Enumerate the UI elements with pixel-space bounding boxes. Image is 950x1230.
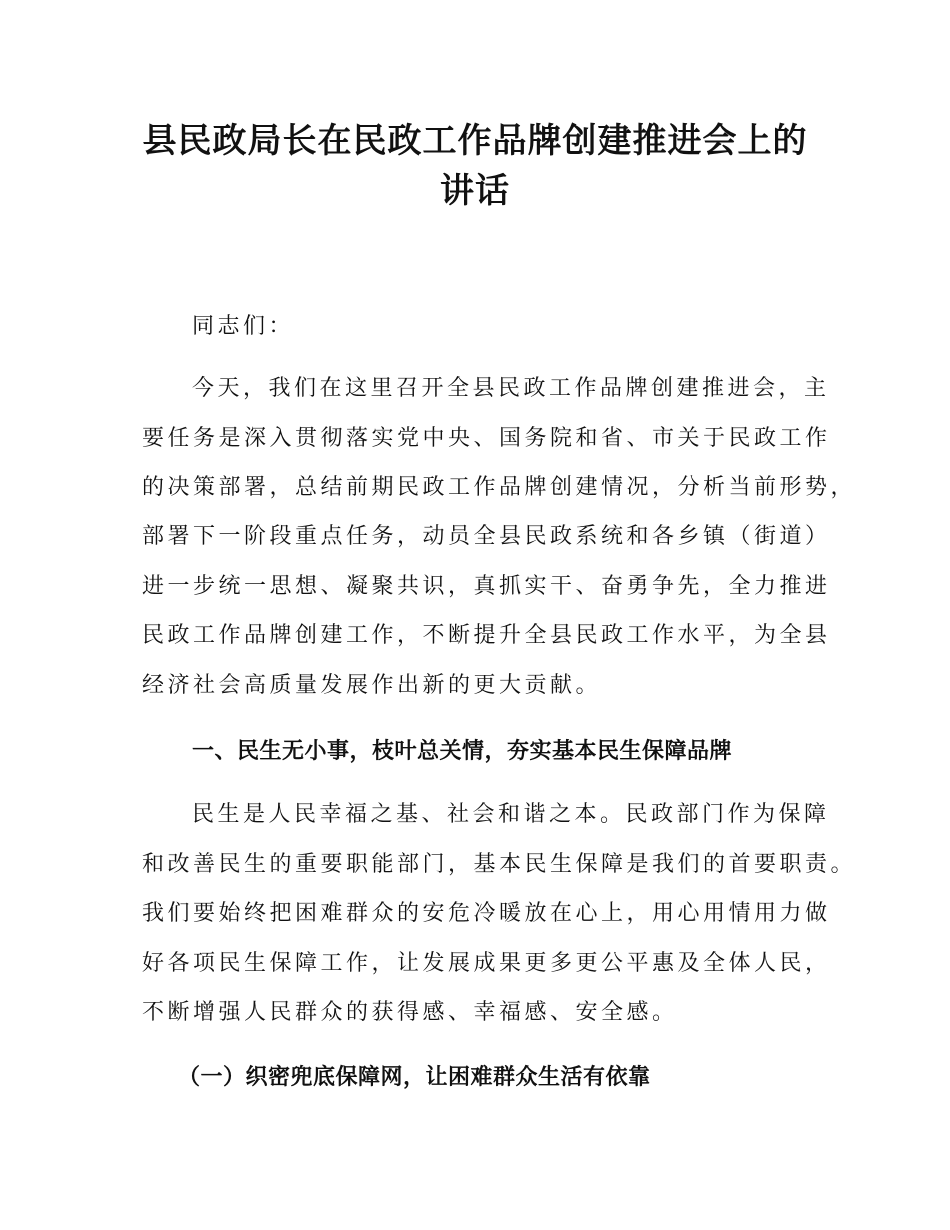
intro-paragraph-line: 进一步统一思想、凝聚共识，真抓实干、奋勇争先，全力推进 [142, 574, 831, 599]
section-1-paragraph-line: 好各项民生保障工作，让发展成果更多更公平惠及全体人民， [142, 951, 831, 976]
salutation: 同志们： [192, 314, 295, 339]
section-1-paragraph-line: 我们要始终把困难群众的安危冷暖放在心上，用心用情用力做 [142, 901, 831, 926]
intro-paragraph-line: 经济社会高质量发展作出新的更大贡献。 [142, 673, 602, 698]
document-title-line-2: 讲话 [440, 171, 510, 211]
subsection-1-heading: （一）织密兜底保障网，让困难群众生活有依靠 [178, 1065, 651, 1090]
section-1-paragraph-line: 不断增强人民群众的获得感、幸福感、安全感。 [142, 1000, 678, 1025]
intro-paragraph-line: 今天，我们在这里召开全县民政工作品牌创建推进会，主 [192, 376, 830, 401]
intro-paragraph-line: 要任务是深入贯彻落实党中央、国务院和省、市关于民政工作 [142, 426, 831, 451]
document-title-line-1: 县民政局长在民政工作品牌创建推进会上的 [142, 121, 808, 161]
section-1-paragraph-line: 民生是人民幸福之基、社会和谐之本。民政部门作为保障 [192, 802, 830, 827]
intro-paragraph-line: 部署下一阶段重点任务，动员全县民政系统和各乡镇（街道） [142, 524, 831, 549]
intro-paragraph-line: 民政工作品牌创建工作，不断提升全县民政工作水平，为全县 [142, 623, 831, 648]
section-1-paragraph-line: 和改善民生的重要职能部门，基本民生保障是我们的首要职责。 [142, 852, 857, 877]
intro-paragraph-line: 的决策部署，总结前期民政工作品牌创建情况，分析当前形势， [142, 475, 857, 500]
section-1-heading: 一、民生无小事，枝叶总关情，夯实基本民生保障品牌 [192, 739, 733, 764]
